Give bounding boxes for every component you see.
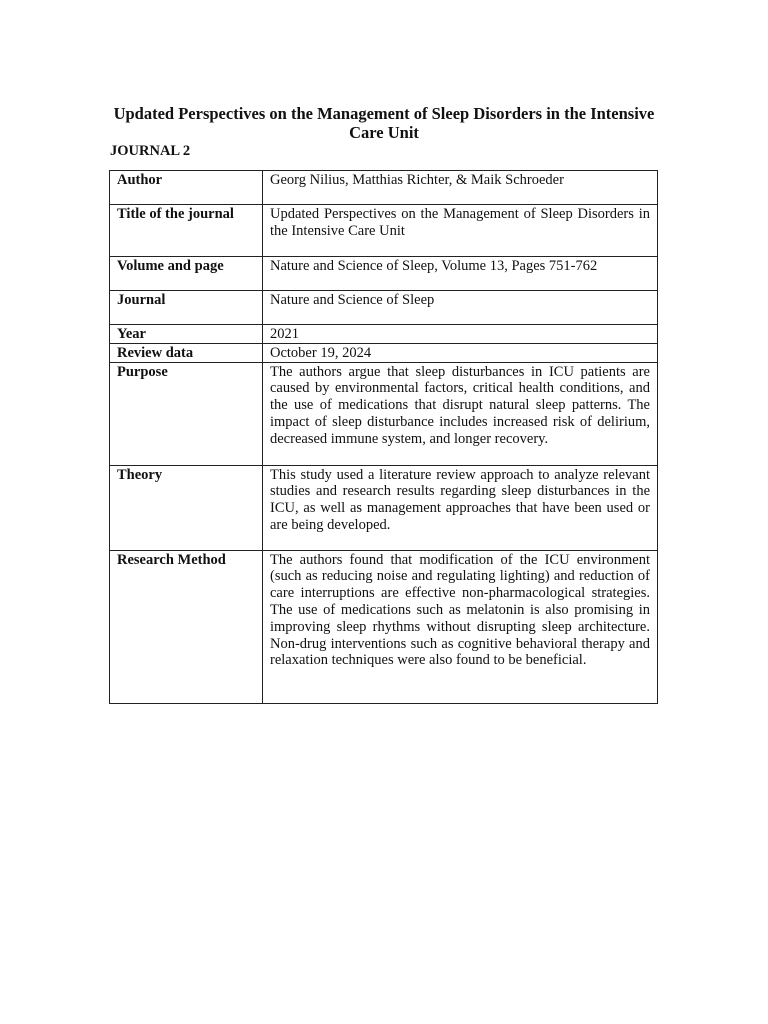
row-label: Author (110, 171, 263, 205)
row-value: This study used a literature review approach to analyze relevant studies and research results regarding sleep disturbances in the ICU, as well as management approaches that have been used or are being developed. (263, 465, 658, 550)
table-row-review-data (110, 343, 658, 362)
row-label: Volume and page (110, 257, 263, 291)
row-value: Nature and Science of Sleep, Volume 13, Pages 751-762 (263, 257, 658, 291)
journal-label: JOURNAL 2 (110, 143, 191, 159)
row-label: Year (110, 325, 263, 344)
document-title: Updated Perspectives on the Management of Sleep Disorders in the Intensive Care Unit (113, 104, 655, 142)
table-row-purpose (110, 362, 658, 465)
row-value: Updated Perspectives on the Management of Sleep Disorders in the Intensive Care Unit (263, 205, 658, 257)
table-row-research-method (110, 550, 658, 703)
table-row-title (110, 205, 658, 257)
row-value: October 19, 2024 (263, 343, 658, 362)
journal-info-table (109, 170, 658, 704)
row-value: The authors found that modification of the ICU environment (such as reducing noise and regulating lighting) and reduction of care interruptions are effective non-pharmacological strategies. The use of medications such as melatonin is also promising in improving sleep rhythms without disrupting sleep architecture. Non-drug interventions such as cognitive behavioral therapy and relaxation techniques were also found to be beneficial. (263, 550, 658, 703)
row-label: Journal (110, 291, 263, 325)
row-label: Theory (110, 465, 263, 550)
row-label: Research Method (110, 550, 263, 703)
row-label: Review data (110, 343, 263, 362)
row-value: The authors argue that sleep disturbances in ICU patients are caused by environmental factors, critical health conditions, and the use of medications that disrupt natural sleep patterns. The impact of sleep disturbance includes increased risk of delirium, decreased immune system, and longer recovery. (263, 362, 658, 465)
row-label: Title of the journal (110, 205, 263, 257)
row-value: Georg Nilius, Matthias Richter, & Maik Schroeder (263, 171, 658, 205)
table-row-journal (110, 291, 658, 325)
row-label: Purpose (110, 362, 263, 465)
table-row-year (110, 325, 658, 344)
row-value: 2021 (263, 325, 658, 344)
row-value: Nature and Science of Sleep (263, 291, 658, 325)
table-row-volume (110, 257, 658, 291)
table-row-author (110, 171, 658, 205)
table-row-theory (110, 465, 658, 550)
